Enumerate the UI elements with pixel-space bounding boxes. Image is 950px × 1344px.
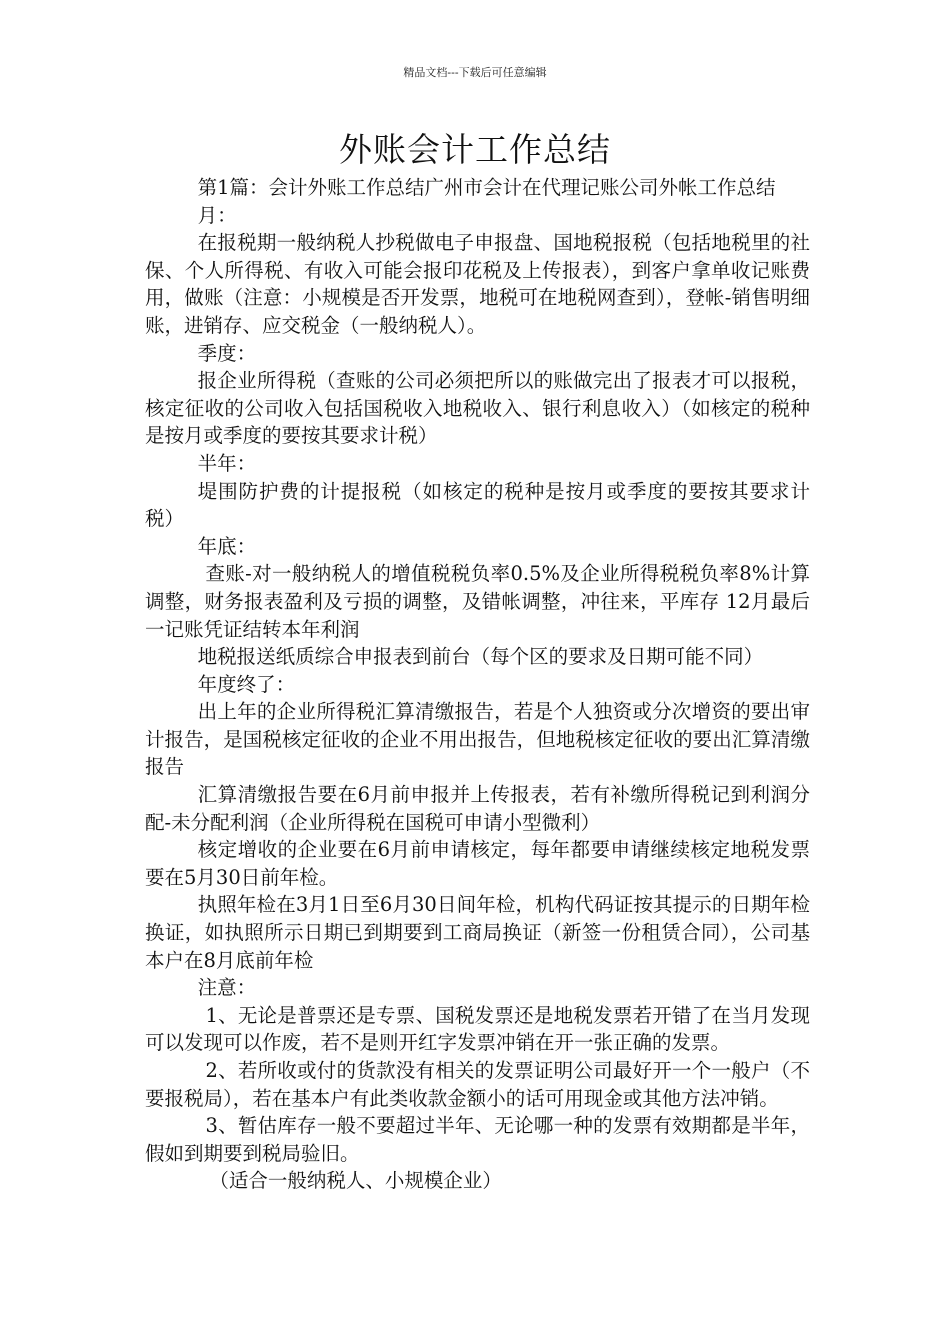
section-label-month: 月： [197, 203, 237, 227]
paragraph-article-heading: 第1篇：会计外账工作总结广州市会计在代理记账公司外帐工作总结 [197, 176, 776, 199]
section-label-year-end: 年底： [197, 534, 257, 558]
paragraph-verification: 核定增收的企业要在6月前申请核定，每年都要申请继续核定地税发票要在5月30日前年检。 [145, 838, 810, 889]
note-item-3: 3、暂估库存一般不要超过半年、无论哪一种的发票有效期都是半年，假如到期要到税局验旧。 [145, 1114, 810, 1165]
section-label-notes: 注意： [197, 976, 257, 1000]
section-label-half-year: 半年： [197, 451, 257, 475]
section-label-quarter: 季度： [197, 341, 257, 365]
document-title: 外账会计工作总结 [339, 130, 611, 169]
note-item-1: 1、无论是普票还是专票、国税发票还是地税发票若开错了在当月发现可以发现可以作废，若不是则开红字发票冲销在开一张正确的发票。 [145, 1003, 810, 1055]
paragraph-license-inspection: 执照年检在3月1日至6月30日间年检，机构代码证按其提示的日期年检换证，如执照所示日期已到期要到工商局换证（新签一份租赁合同），公司基本户在8月底前年检 [145, 893, 810, 972]
paragraph-year-end-filing: 地税报送纸质综合申报表到前台（每个区的要求及日期可能不同） [197, 645, 764, 669]
paragraph-monthly-tasks: 在报税期一般纳税人抄税做电子申报盘、国地税报税（包括地税里的社保、个人所得税、有收入可能会报印花税及上传报表），到客户拿单收记账费用，做账（注意：小规模是否开发票，地税可在地税网查到），登帐-销售明细账，进销存、应交税金（一般纳税人）。 [145, 231, 810, 337]
note-item-2: 2、若所收或付的货款没有相关的发票证明公司最好开一个一般户（不要报税局），若在基本户有此类收款金额小的话可用现金或其他方法冲销。 [145, 1059, 810, 1110]
paragraph-settlement-deadline: 汇算清缴报告要在6月前申报并上传报表，若有补缴所得税记到利润分配-未分配利润（企业所得税在国税可申请小型微利） [145, 783, 810, 834]
paragraph-quarterly-tasks: 报企业所得税（查账的公司必须把所以的账做完出了报表才可以报税，核定征收的公司收入包括国税收入地税收入、银行利息收入）（如核定的税种是按月或季度的要按其要求计税） [145, 369, 810, 448]
section-label-fiscal-year-close: 年度终了： [197, 672, 296, 696]
header-note: 精品文档---下载后可任意编辑 [403, 66, 547, 79]
paragraph-half-year-tasks: 堤围防护费的计提报税（如核定的税种是按月或季度的要按其要求计税） [145, 479, 810, 531]
paragraph-year-end-adjustments: 查账-对一般纳税人的增值税税负率0.5%及企业所得税税负率8%计算调整，财务报表盈利及亏损的调整，及错帐调整，冲往来，平库存 12月最后一记账凭证结转本年利润 [145, 562, 810, 641]
document-body [145, 174, 810, 1195]
paragraph-settlement-report: 出上年的企业所得税汇算清缴报告，若是个人独资或分次增资的要出审计报告，是国税核定征收的企业不用出报告，但地税核定征收的要出汇算清缴报告 [145, 700, 810, 779]
applicability-note: （适合一般纳税人、小规模企业） [209, 1169, 502, 1193]
